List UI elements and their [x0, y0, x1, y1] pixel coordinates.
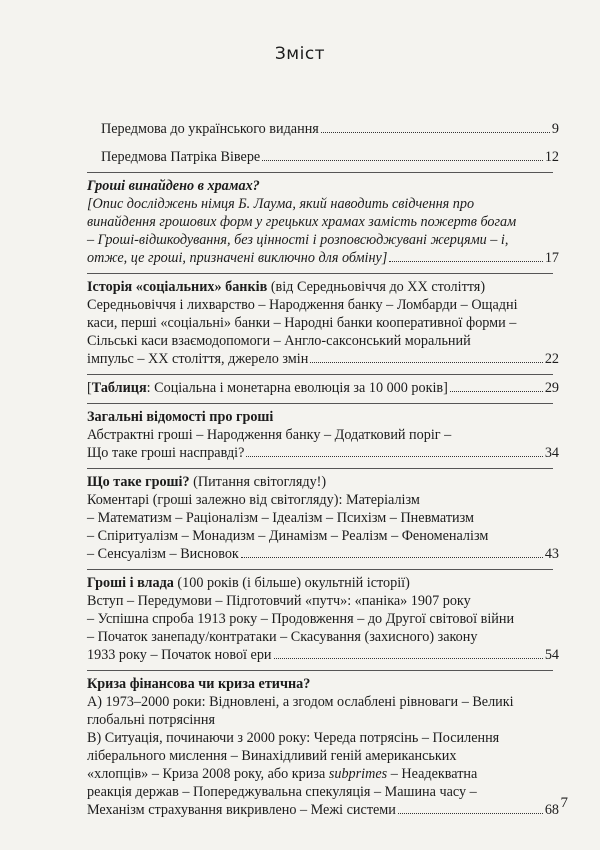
toc-page-number: 9 — [551, 121, 559, 137]
section-line: – Початок занепаду/контратаки – Скасування (захисного) закону — [87, 629, 478, 645]
section-heading-suffix: (Питання світогляду!) — [189, 474, 327, 490]
section-line: – Математизм – Раціоналізм – Ідеалізм – Психізм – Пневматизм — [87, 510, 475, 526]
leader-dots — [241, 557, 543, 558]
subprimes-term: subprimes — [328, 766, 388, 782]
section-line: Вступ – Передумови – Підготовчий «путч»: «паніка» 1907 року — [87, 593, 471, 609]
toc-entry-preface-ukrainian[interactable] — [101, 120, 559, 138]
section-divider — [87, 403, 553, 404]
section-divider — [87, 569, 553, 570]
section-line: В) Ситуація, починаючи з 2000 року: Череда потрясінь – Посилення — [87, 730, 500, 746]
toc-page-number: 29 — [544, 380, 559, 396]
toc-entry-preface-viveret[interactable] — [101, 148, 559, 166]
section-line: Механізм страхування викривлено – Межі системи — [87, 802, 396, 818]
section-line: Середньовіччя і лихварство – Народження банку – Ломбарди – Ощадні — [87, 297, 518, 313]
section-line: каси, перші «соціальні» банки – Народні банки кооперативної форми – — [87, 315, 517, 331]
toc-page-number: 12 — [544, 149, 559, 165]
section-line: винайдення грошових форм у грецьких храмах замість пожертв богам — [87, 214, 517, 230]
page-title: Зміст — [274, 44, 326, 64]
section-line: реакція держав – Попереджувальна спекуляція – Машина часу – — [87, 784, 477, 800]
section-line: 1933 року – Початок нової ери — [87, 647, 272, 663]
section-divider — [87, 374, 553, 375]
page-number: 7 — [560, 795, 568, 811]
intro-entries — [101, 120, 559, 166]
section-line: : Соціальна і монетарна еволюція за 10 000 років] — [146, 380, 448, 396]
section-line: – Сенсуалізм – Висновок — [87, 546, 239, 562]
table-of-contents — [87, 120, 559, 819]
section-line: ліберального мислення – Винахідливий геній американських — [87, 748, 457, 764]
section-divider — [87, 468, 553, 469]
section-heading: Загальні відомості про гроші — [87, 409, 274, 425]
section-line: Що таке гроші насправді? — [87, 445, 245, 461]
section-line: – Неадекватна — [387, 766, 478, 782]
section-heading: Гроші і влада — [87, 575, 174, 591]
section-line: – Гроші-відшкодування, без цінності і розповсюджувані жерцями – і, — [87, 232, 509, 248]
toc-entry-title: Передмова Патріка Вівере — [101, 149, 261, 165]
leader-dots — [450, 391, 543, 392]
section-line: імпульс – XX століття, джерело змін — [87, 351, 309, 367]
toc-section-money-power[interactable] — [87, 574, 559, 664]
section-divider — [87, 172, 553, 173]
section-divider — [87, 670, 553, 671]
toc-section-table[interactable] — [87, 379, 559, 397]
section-line: отже, це гроші, призначені виключно для обміну] — [87, 250, 388, 266]
toc-page-number: 54 — [544, 647, 559, 663]
section-heading-suffix: (100 років (і більше) окультній історії) — [173, 575, 410, 591]
toc-section-social-banks[interactable] — [87, 278, 559, 368]
toc-page-number: 22 — [544, 351, 559, 367]
section-line: А) 1973–2000 роки: Відновлені, а згодом ослаблені рівноваги – Великі — [87, 694, 514, 710]
section-line: глобальні потрясіння — [87, 712, 215, 728]
section-heading: Історія «соціальних» банків — [87, 279, 268, 295]
toc-entry-title: Передмова до українського видання — [101, 121, 319, 137]
section-heading-suffix: (від Середньовіччя до XX століття) — [267, 279, 486, 295]
leader-dots — [246, 456, 542, 457]
section-line: – Успішна спроба 1913 року – Продовження – до Другої світової війни — [87, 611, 515, 627]
leader-dots — [389, 261, 542, 262]
toc-section-general[interactable] — [87, 408, 559, 462]
leader-dots — [321, 132, 550, 133]
section-line: – Спіритуалізм – Монадизм – Динамізм – Реалізм – Феноменалізм — [87, 528, 489, 544]
toc-page-number: 68 — [544, 802, 559, 818]
section-heading: Гроші винайдено в храмах? — [87, 178, 260, 194]
toc-page-number: 43 — [544, 546, 559, 562]
bracket-open: [ — [87, 380, 92, 396]
toc-page-number: 34 — [544, 445, 559, 461]
toc-section-temples[interactable] — [87, 177, 559, 267]
section-line: Коментарі (гроші залежно від світогляду): Матеріалізм — [87, 492, 420, 508]
section-heading: Таблиця — [91, 380, 147, 396]
section-line: «хлопців» – Криза 2008 року, або криза — [87, 766, 329, 782]
toc-page-number: 17 — [544, 250, 559, 266]
section-line: [Опис досліджень німця Б. Лаума, який наводить свідчення про — [87, 196, 475, 212]
toc-section-worldview[interactable] — [87, 473, 559, 563]
leader-dots — [310, 362, 543, 363]
section-heading: Що таке гроші? — [87, 474, 190, 490]
leader-dots — [274, 658, 543, 659]
section-line: Сільські каси взаємодопомоги – Англо-саксонський моральний — [87, 333, 471, 349]
section-line: Абстрактні гроші – Народження банку – Додатковий поріг – — [87, 427, 452, 443]
toc-section-crisis[interactable] — [87, 675, 559, 819]
section-divider — [87, 273, 553, 274]
section-heading: Криза фінансова чи криза етична? — [87, 676, 311, 692]
leader-dots — [262, 160, 543, 161]
leader-dots — [398, 813, 543, 814]
